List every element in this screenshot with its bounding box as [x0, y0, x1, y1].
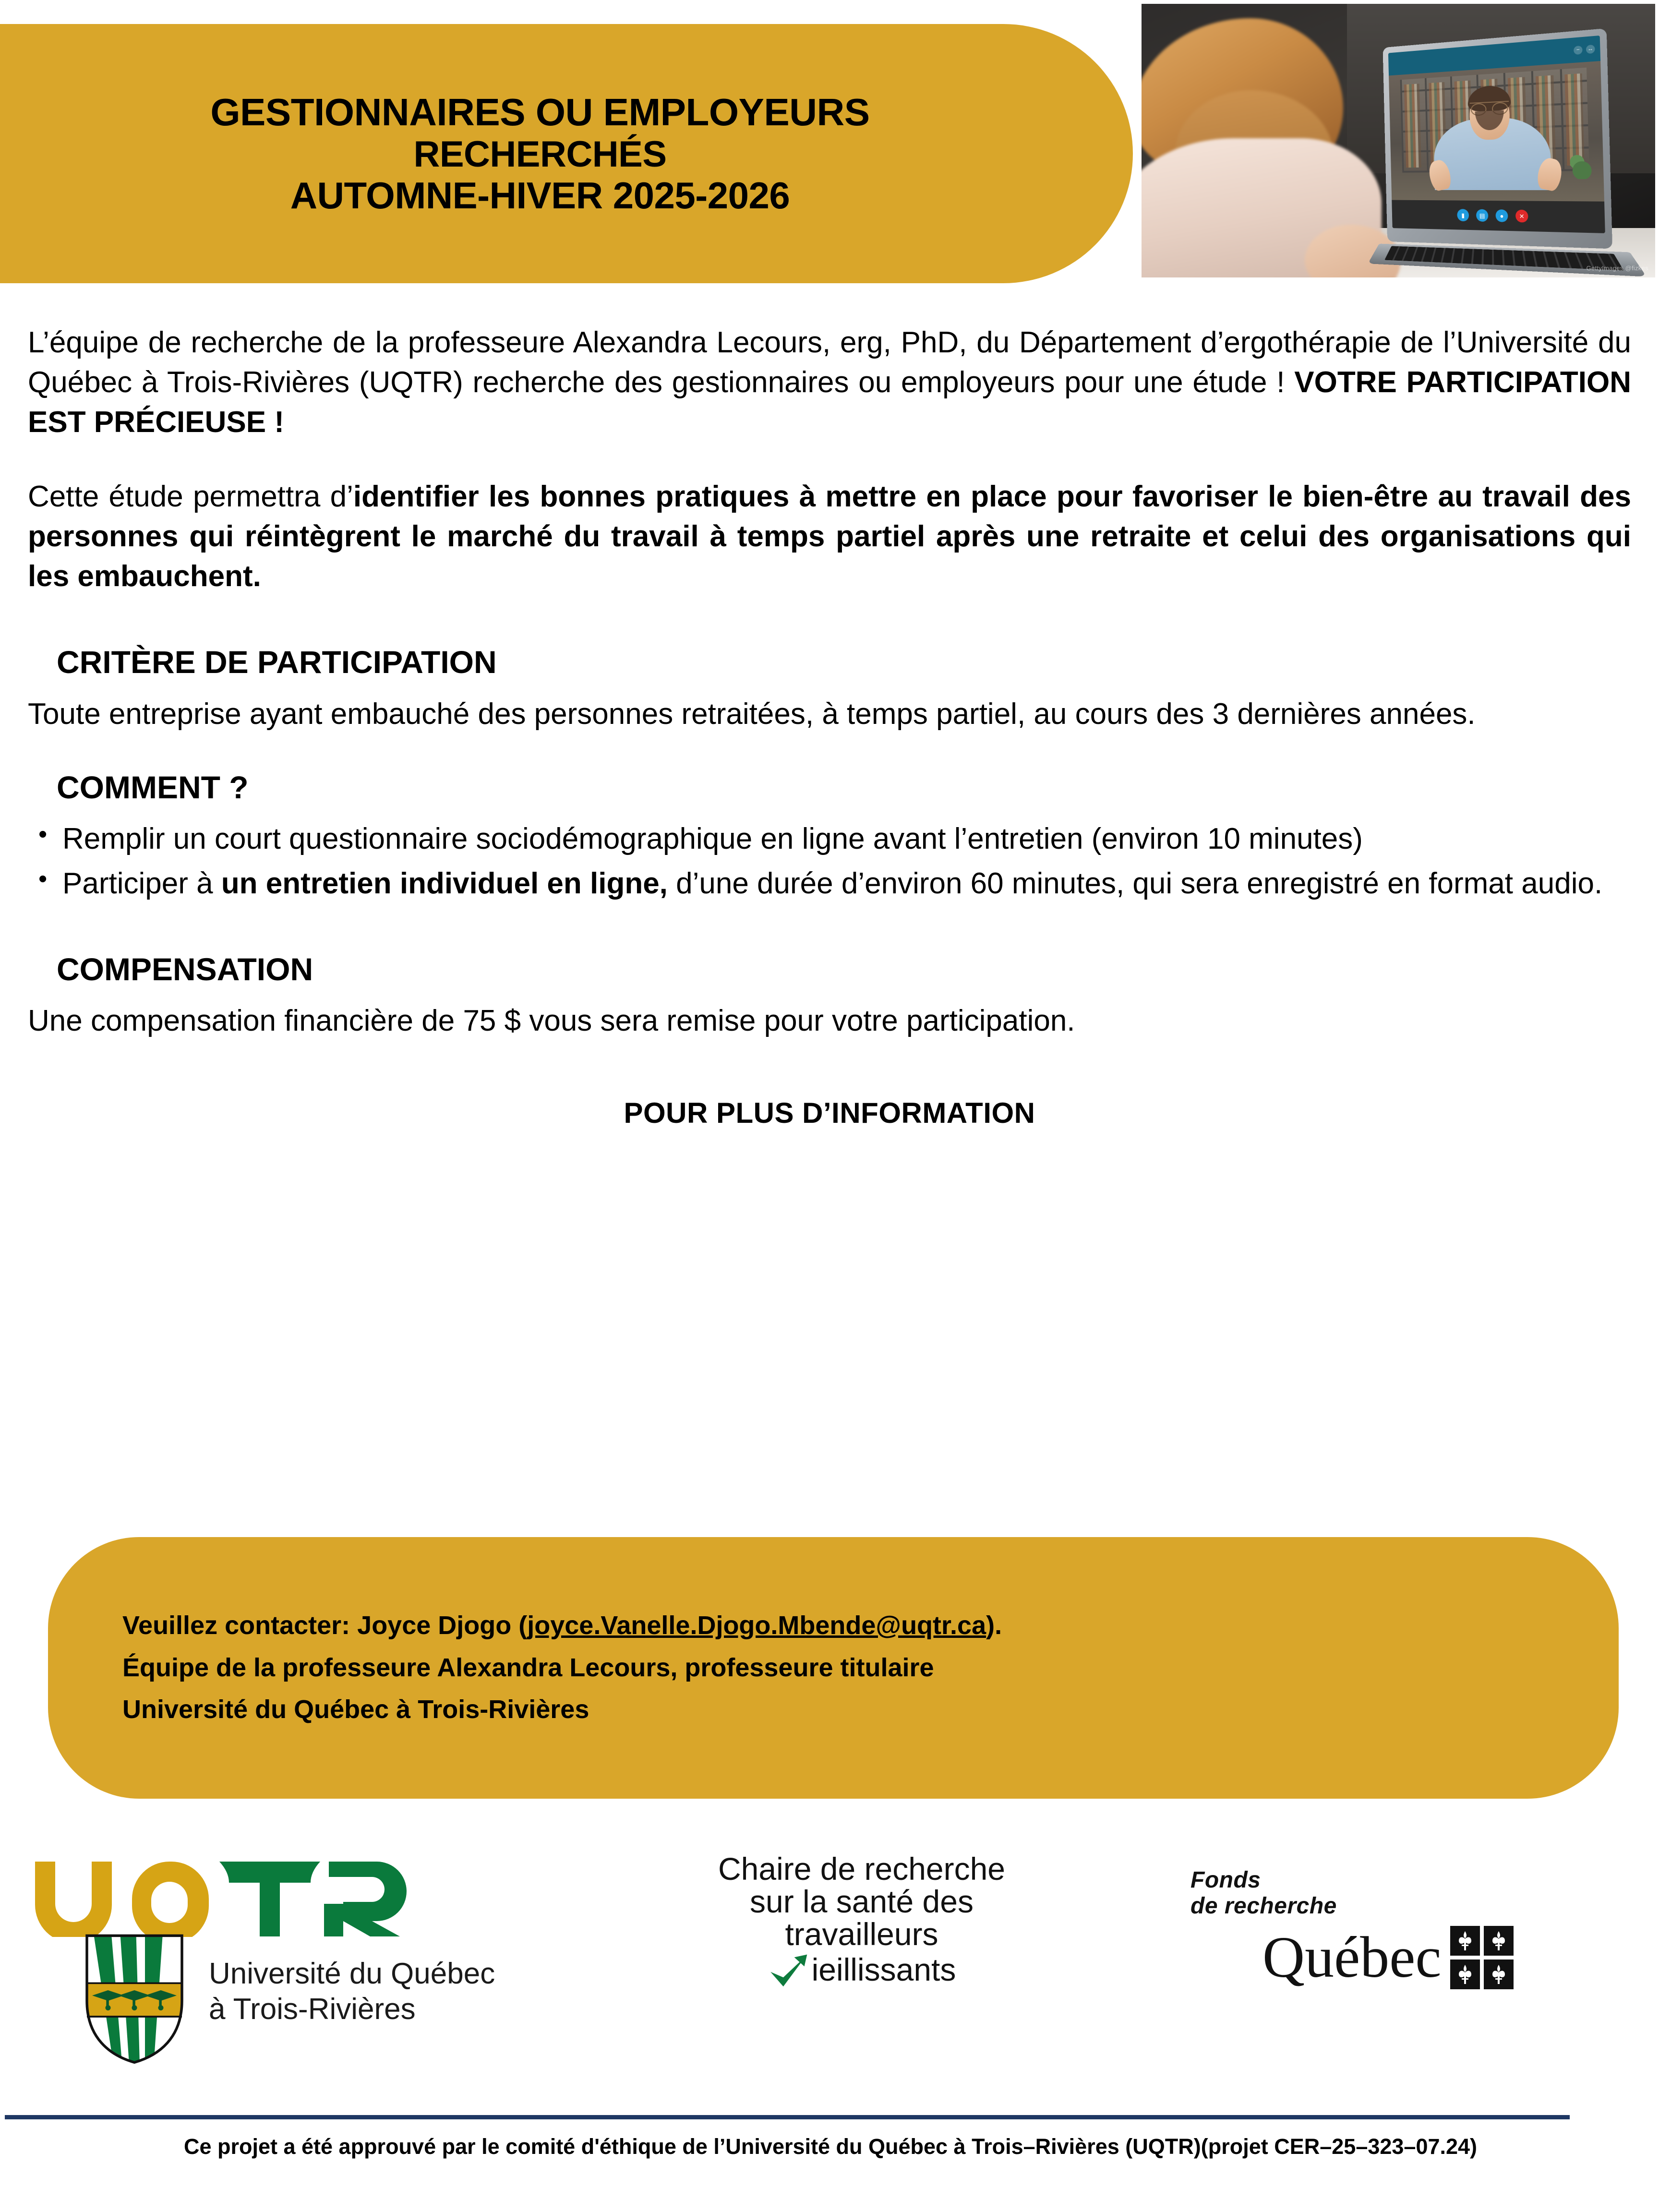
how-bullet-list: [28, 819, 1631, 903]
chaire-logo: [646, 1853, 1078, 2059]
quebec-wordmark: Québec: [1262, 1924, 1442, 1990]
more-info-title: POUR PLUS D’INFORMATION: [624, 1097, 1035, 1130]
quebec-flag-icon: [1450, 1926, 1514, 1989]
bullet-1-text: Remplir un court questionnaire sociodémographique en ligne avant l’entretien (environ 10 minutes): [62, 822, 1363, 855]
checkmark-v-icon: [768, 1951, 814, 1989]
chaire-line-2: sur la santé des: [750, 1883, 974, 1919]
chaire-line-3: travailleurs: [785, 1916, 938, 1952]
video-call-feed: [1389, 61, 1604, 201]
contact-email-link[interactable]: joyce.Vanelle.Djogo.Mbende@uqtr.ca: [527, 1611, 986, 1640]
intro-highlight: VOTRE PARTICIPATION EST PRÉCIEUSE !: [28, 366, 1631, 439]
uqtr-name-line-2: à Trois-Rivières: [209, 1993, 416, 2026]
laptop: [1382, 28, 1612, 249]
frq-line-2: de recherche: [1190, 1893, 1337, 1919]
video-call-controls: [1392, 200, 1605, 233]
bullet-2-before: Participer à: [62, 867, 221, 900]
uqtr-full-name: [209, 1956, 495, 2028]
poster-body: [28, 323, 1631, 1130]
fleur-de-lis-icon: [1450, 1926, 1480, 1956]
contact-line-1: [122, 1605, 1619, 1647]
criteria-heading: CRITÈRE DE PARTICIPATION: [57, 644, 497, 680]
bullet-2-bold: un entretien individuel en ligne,: [221, 867, 668, 900]
fleur-de-lis-icon: [1484, 1926, 1514, 1956]
purpose-highlight: identifier les bonnes pratiques à mettre en place pour favoriser le bien-être au travail des personnes qui réintègrent le marché du travail à temps partiel après une retraite et celui des organisations qui les embauchent.: [28, 480, 1631, 593]
minimize-icon: −: [1574, 46, 1583, 55]
header-photo-video-call: [1142, 4, 1655, 277]
intro-paragraph: [28, 323, 1631, 442]
logo-row: [0, 1853, 1659, 2064]
fleur-de-lis-icon: [1450, 1960, 1480, 1989]
header-title-line-2: RECHERCHÉS: [413, 133, 667, 175]
frq-top-text: [1190, 1867, 1623, 1919]
plant-icon: [1570, 151, 1594, 180]
header-title-line-1: GESTIONNAIRES OU EMPLOYEURS: [210, 90, 870, 133]
frq-line-1: Fonds: [1190, 1867, 1261, 1893]
laptop-screen: [1388, 36, 1605, 233]
header-banner: [0, 24, 1133, 283]
frq-wordmark-row: [1190, 1926, 1623, 1989]
list-item: [28, 864, 1631, 903]
end-call-icon[interactable]: ✕: [1515, 210, 1528, 223]
uqtr-acronym-svg: [31, 1858, 444, 1937]
contact-line-2: Équipe de la professeure Alexandra Lecours, professeure titulaire: [122, 1653, 934, 1682]
compensation-heading: COMPENSATION: [57, 951, 313, 987]
chat-icon[interactable]: ●: [1495, 209, 1508, 222]
camera-icon[interactable]: ▮: [1457, 209, 1469, 221]
header-title-line-3: AUTOMNE-HIVER 2025-2026: [290, 174, 790, 216]
chaire-line-1: Chaire de recherche: [718, 1851, 1005, 1887]
list-item: [28, 819, 1631, 859]
laptop-lid: [1382, 28, 1612, 249]
purpose-paragraph: [28, 477, 1631, 596]
frq-logo: [1190, 1867, 1623, 2050]
volume-icon[interactable]: ▤: [1476, 209, 1489, 222]
ethics-approval-text: Ce projet a été approuvé par le comité d'éthique de l’Université du Québec à Trois–Rivières (UQTR)(projet CER–25–323–07.24): [183, 2134, 1478, 2159]
purpose-text: Cette étude permettra d’: [28, 480, 353, 514]
compensation-text: Une compensation financière de 75 $ vous sera remise pour votre participation.: [28, 1004, 1075, 1038]
footer-divider: [5, 2115, 1570, 2119]
woman-silhouette: [1142, 18, 1420, 277]
contact-line-3: Université du Québec à Trois-Rivières: [122, 1695, 589, 1724]
contact-prefix: Veuillez contacter: Joyce Djogo (: [122, 1611, 528, 1640]
chaire-line-4-text: ieillissants: [811, 1951, 956, 1987]
contact-box: [48, 1537, 1619, 1799]
intro-text: L’équipe de recherche de la professeure Alexandra Lecours, erg, PhD, du Département d’ergothérapie de l’Université du Québec à Trois-Rivières (UQTR) recherche des gestionnaires ou employeurs pour une étude !: [28, 326, 1631, 399]
bullet-2-after: d’une durée d’environ 60 minutes, qui sera enregistré en format audio.: [667, 867, 1603, 900]
uqtr-acronym: [31, 1858, 444, 1937]
how-heading: COMMENT ?: [57, 769, 249, 805]
contact-suffix: ).: [986, 1611, 1002, 1640]
expand-icon: ↔: [1586, 44, 1595, 53]
photo-credit: GettyImages @fizkes: [1586, 264, 1648, 272]
criteria-text: Toute entreprise ayant embauché des personnes retraitées, à temps partiel, au cours des 3 dernières années.: [28, 697, 1476, 731]
fleur-de-lis-icon: [1484, 1960, 1514, 1989]
uqtr-name-line-1: Université du Québec: [209, 1957, 495, 1990]
uqtr-logo: [26, 1858, 612, 2059]
uqtr-crest-shield: [79, 1932, 190, 2064]
chaire-line-4: [646, 1951, 1078, 1989]
